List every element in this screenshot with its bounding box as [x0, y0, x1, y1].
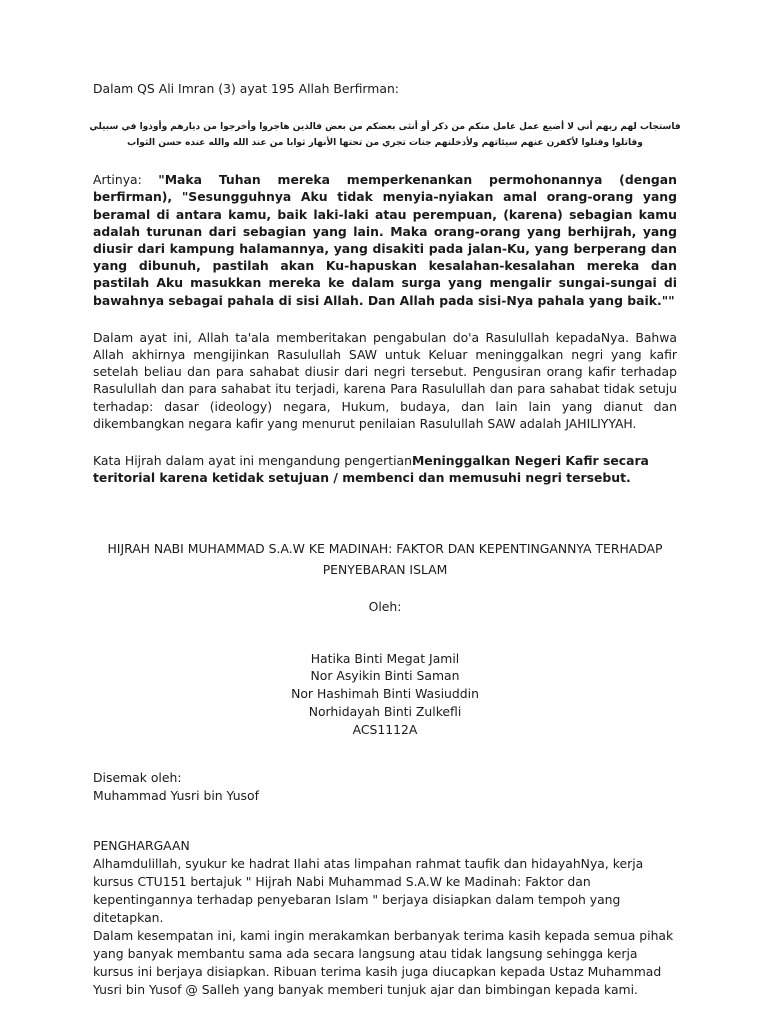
hijrah-definition	[93, 452, 677, 486]
acknowledgement-paragraph-2: Dalam kesempatan ini, kami ingin merakamkan berbanyak terima kasih kepada semua pihak yang banyak membantu sama ada secara langsung atau tidak langsung sehingga kerja kursus ini berjaya disiapkan. Ribuan terima kasih juga diucapkan kepada Ustaz Muhammad Yusri bin Yusof @ Salleh yang banyak memberi tunjuk ajar dan bimbingan kepada kami.	[93, 927, 674, 997]
acknowledgement-paragraph-1: Alhamdulillah, syukur ke hadrat Ilahi atas limpahan rahmat taufik dan hidayahNya, kerja kursus CTU151 bertajuk " Hijrah Nabi Muhammad S.A.W ke Madinah: Faktor dan kepentingannya terhadap penyebaran Islam " berjaya disiapkan dalam tempoh yang ditetapkan.	[93, 855, 644, 925]
reviewer-name: Muhammad Yusri bin Yusof	[93, 787, 259, 803]
hijrah-definition-bold: Meninggalkan Negeri Kafir secara teritorial karena ketidak setujuan / membenci dan memusuhi negri tersebut.	[93, 453, 649, 486]
document-title: HIJRAH NABI MUHAMMAD S.A.W KE MADINAH: FAKTOR DAN KEPENTINGANNYA TERHADAP PENYEBARAN ISLAM	[107, 541, 663, 578]
author-name: Nor Asyikin Binti Saman	[310, 668, 460, 684]
translation-text: "Maka Tuhan mereka memperkenankan permohonannya (dengan berfirman), "Sesungguhnya Aku tidak menyia-nyiakan amal orang-orang yang beramal di antara kamu, baik laki-laki atau perempuan, (karena) sebagian kamu adalah turunan dari sebagian yang lain. Maka orang-orang yang berhijrah, yang diusir dari kampung halamannya, yang disakiti pada jalan-Ku, yang berperang dan yang dibunuh, pastilah akan Ku-hapuskan kesalahan-kesalahan mereka dan pastilah Aku masukkan mereka ke dalam surga yang mengalir sungai-sungai di bawahnya sebagai pahala di sisi Allah. Dan Allah pada sisi-Nya pahala yang baik.""	[93, 172, 677, 308]
reviewer-block	[93, 769, 677, 805]
acknowledgement-section	[93, 837, 677, 999]
intro-line: Dalam QS Ali Imran (3) ayat 195 Allah Berfirman:	[93, 81, 399, 96]
author-name: Norhidayah Binti Zulkefli	[308, 704, 462, 720]
reviewer-label: Disemak oleh:	[93, 769, 182, 785]
oleh-label: Oleh:	[368, 599, 402, 615]
translation-paragraph	[93, 171, 677, 309]
class-code: ACS1112A	[352, 721, 418, 737]
author-name: Nor Hashimah Binti Wasiuddin	[291, 686, 479, 702]
explanation-paragraph: Dalam ayat ini, Allah ta'ala memberitakan pengabulan do'a Rasulullah kepadaNya. Bahwa Allah akhirnya mengijinkan Rasulullah SAW untuk Keluar meninggalkan negri yang kafir setelah beliau dan para sahabat diusir dari negri tersebut. Pengusiran orang kafir terhadap Rasulullah dan para sahabat itu terjadi, karena Para Rasulullah dan para sahabat tidak setuju terhadap: dasar (ideology) negara, Hukum, budaya, dan lain lain yang dianut dan dikembangkan negara kafir yang menurut penilaian Rasulullah SAW adalah JAHILIYYAH.	[93, 329, 677, 431]
translation-label: Artinya:	[93, 172, 159, 188]
arabic-verse: فاستجاب لهم ربهم أني لا أضيع عمل عامل منكم من ذكر أو أنثى بعضكم من بعض فالذين هاجروا وأخرجوا من ديارهم وأوذوا في سبيلي وقاتلوا وقتلوا لأكفرن عنهم سيئاتهم ولأدخلنهم جنات تجري من تحتها الأنهار ثوابا من عند الله والله عنده حسن الثواب	[89, 122, 681, 149]
document-page	[89, 80, 681, 999]
hijrah-definition-prefix: Kata Hijrah dalam ayat ini mengandung pengertian	[93, 453, 412, 469]
acknowledgement-heading: PENGHARGAAN	[93, 837, 190, 853]
author-name: Hatika Binti Megat Jamil	[310, 650, 460, 666]
author-list	[93, 650, 677, 739]
